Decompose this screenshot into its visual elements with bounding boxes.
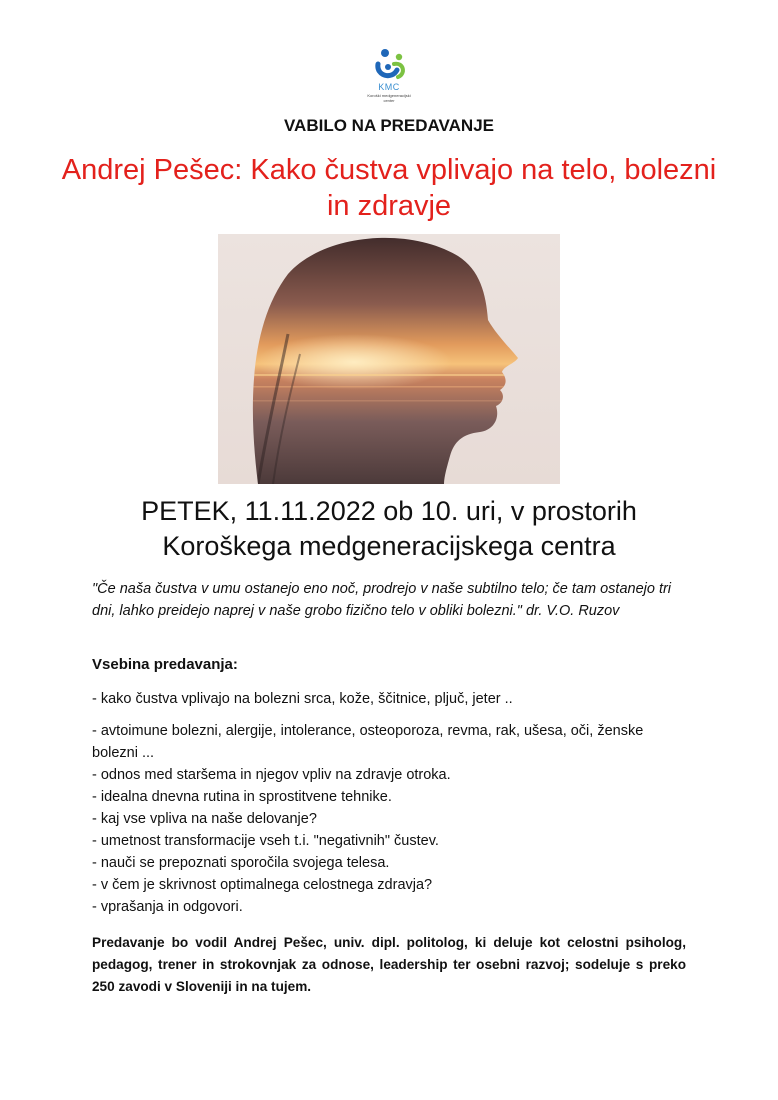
event-date-line: PETEK, 11.11.2022 ob 10. uri, v prostorih bbox=[141, 496, 637, 526]
logo-name: KMC bbox=[378, 82, 400, 92]
hero-image bbox=[218, 234, 560, 484]
content-item: - odnos med staršema in njegov vpliv na zdravje otroka. bbox=[92, 767, 451, 783]
speaker-info: Predavanje bo vodil Andrej Pešec, univ. dipl. politolog, ki deluje kot celostni psiholog, pedagog, trener in strokovnjak za odnose, leadership ter osebni razvoj; sodeluje s preko 250 zavodi v Sloveniji in na tujem. bbox=[92, 935, 686, 994]
content-item: - avtoimune bolezni, alergije, intolerance, osteoporoza, revma, rak, ušesa, oči, ženske bolezni ... bbox=[92, 723, 644, 761]
event-date-location bbox=[30, 494, 748, 564]
quote-text: "Če naša čustva v umu ostanejo eno noč, prodrejo v naše subtilno telo; če tam ostanejo tri dni, lahko preidejo naprej v naše grobo fizično telo v obliki bolezni." dr. V.O. Ruzov bbox=[92, 581, 672, 619]
lecture-title: Andrej Pešec: Kako čustva vplivajo na telo, bolezni in zdravje bbox=[61, 154, 717, 222]
content-item: - umetnost transformacije vseh t.i. "negativnih" čustev. bbox=[92, 833, 439, 849]
event-location-line: Koroškega medgeneracijskega centra bbox=[162, 531, 616, 561]
content-item: - kako čustva vplivajo na bolezni srca, kože, ščitnice, pljuč, jeter .. bbox=[92, 691, 513, 707]
content-item: - kaj vse vpliva na naše delovanje? bbox=[92, 811, 317, 827]
content-item: - nauči se prepoznati sporočila svojega telesa. bbox=[92, 855, 390, 871]
kmc-logo bbox=[364, 46, 414, 112]
people-circle-logo-icon bbox=[364, 46, 414, 82]
double-exposure-face-image bbox=[218, 234, 560, 484]
content-item: - vprašanja in odgovori. bbox=[92, 899, 243, 915]
logo-subtitle: Koroški medgeneracijski center bbox=[367, 93, 411, 103]
content-heading: Vsebina predavanja: bbox=[92, 656, 238, 673]
invitation-kicker: VABILO NA PREDAVANJE bbox=[283, 116, 494, 135]
content-item: - idealna dnevna rutina in sprostitvene tehnike. bbox=[92, 789, 392, 805]
content-item: - v čem je skrivnost optimalnega celostnega zdravja? bbox=[92, 877, 433, 893]
